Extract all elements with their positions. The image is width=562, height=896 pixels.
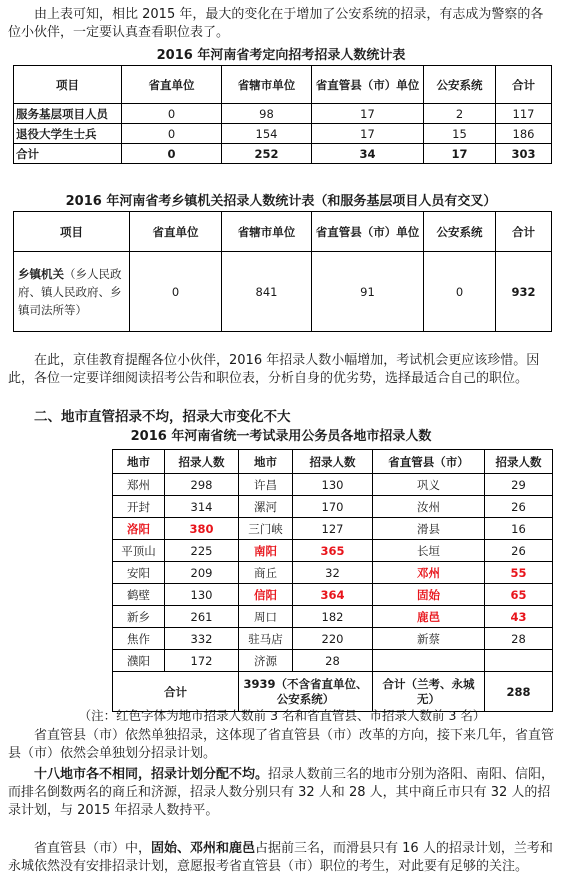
advice-paragraph: 在此，京佳教育提醒各位小伙伴，2016 年招录人数小幅增加，考试机会更应该珍惜。因此，各位一定要详细阅读招考公告和职位表，分析自身的优劣势，选择最适合自己的职位。	[8, 353, 540, 386]
table-note: （注：红色字体为地市招录人数前 3 名和省直管县、市招录人数前 3 名）	[78, 708, 486, 723]
para5-b: 占据前三名，而滑县只有 16 人的招录计划，兰考和永城依然没有安排招录计划，意愿报考省直管县（市）职位的考生，对此要有足够的关注。	[8, 841, 553, 874]
table-row	[113, 562, 553, 584]
table-cell: 130	[165, 584, 239, 606]
table-cell: 平顶山	[113, 540, 165, 562]
table1	[13, 65, 552, 164]
table-row	[14, 124, 552, 144]
paragraph-direct-county-ranking	[8, 840, 556, 876]
table-cell: 漯河	[239, 496, 293, 518]
table-row	[113, 496, 553, 518]
table-cell: 退役大学生士兵	[14, 124, 122, 144]
total-label: 合计	[113, 672, 239, 712]
table-cell: 汝州	[373, 496, 485, 518]
table-row	[113, 474, 553, 496]
table-cell: 261	[165, 606, 239, 628]
total-value-2: 288	[485, 672, 553, 712]
table-cell: 周口	[239, 606, 293, 628]
table-cell: 新蔡	[373, 628, 485, 650]
table3-header: 招录人数	[293, 450, 373, 474]
table-cell: 0	[424, 252, 496, 332]
table2-header: 合计	[496, 212, 552, 252]
table-cell: 380	[165, 518, 239, 540]
table-row	[113, 584, 553, 606]
table-cell: 滑县	[373, 518, 485, 540]
table-cell: 225	[165, 540, 239, 562]
table-cell: 焦作	[113, 628, 165, 650]
table3-header: 地市	[239, 450, 293, 474]
table-row	[113, 540, 553, 562]
table-cell: 303	[496, 144, 552, 164]
table-cell: 65	[485, 584, 553, 606]
table1-header: 省直管县（市）单位	[312, 66, 424, 104]
table-cell: 252	[222, 144, 312, 164]
table3-header: 招录人数	[485, 450, 553, 474]
table1-header-row	[14, 66, 552, 104]
table2-title: 2016 年河南省考乡镇机关招录人数统计表（和服务基层项目人员有交叉）	[65, 194, 497, 209]
table3-header: 招录人数	[165, 450, 239, 474]
table-cell: 55	[485, 562, 553, 584]
para5-bold: 固始、邓州和鹿邑	[151, 841, 256, 856]
table-row	[14, 104, 552, 124]
table-cell: 170	[293, 496, 373, 518]
table-cell: 186	[496, 124, 552, 144]
table1-header: 合计	[496, 66, 552, 104]
table-cell: 34	[312, 144, 424, 164]
table-cell: 17	[312, 124, 424, 144]
table-cell: 91	[312, 252, 424, 332]
table1-header: 省辖市单位	[222, 66, 312, 104]
table-cell: 巩义	[373, 474, 485, 496]
table3-header: 省直管县（市）	[373, 450, 485, 474]
para4-rest: 招录人数前三名的地市分别为洛阳、南阳、信阳，而排名倒数两名的商丘和济源，招录人数分别只有 32 人和 28 人，其中商丘市只有 32 人的招录计划，与 2015 年招录人数持平。	[8, 767, 555, 818]
table1-title: 2016 年河南省考定向招考招录人数统计表	[156, 48, 406, 63]
table1-header: 省直单位	[122, 66, 222, 104]
total-value: 3939（不含省直单位、公安系统）	[239, 672, 373, 712]
table-cell: 合计	[14, 144, 122, 164]
table-cell: 29	[485, 474, 553, 496]
table-cell: 洛阳	[113, 518, 165, 540]
table-cell: 鹿邑	[373, 606, 485, 628]
paragraph-eighteen-cities	[8, 766, 556, 820]
table-cell: 商丘	[239, 562, 293, 584]
table-cell: 新乡	[113, 606, 165, 628]
table-row	[14, 252, 552, 332]
table-total-row	[14, 144, 552, 164]
table-cell: 43	[485, 606, 553, 628]
table2-header: 省直管县（市）单位	[312, 212, 424, 252]
table2-header: 省辖市单位	[222, 212, 312, 252]
table-row	[113, 518, 553, 540]
total-label-2: 合计（兰考、永城无）	[373, 672, 485, 712]
table3-header-row	[113, 450, 553, 474]
table-cell: 郑州	[113, 474, 165, 496]
table-cell: 信阳	[239, 584, 293, 606]
table-row	[113, 628, 553, 650]
table-cell: 26	[485, 540, 553, 562]
table-cell: 16	[485, 518, 553, 540]
table3-title: 2016 年河南省统一考试录用公务员各地市招录人数	[130, 429, 432, 444]
table3-body	[113, 474, 553, 672]
table-row	[113, 650, 553, 672]
row-label-main: 乡镇机关	[18, 266, 64, 281]
table-cell: 长垣	[373, 540, 485, 562]
table-cell: 开封	[113, 496, 165, 518]
table-cell: 鹤壁	[113, 584, 165, 606]
table2-header: 省直单位	[130, 212, 222, 252]
table-cell: 17	[312, 104, 424, 124]
row-label-sub: （乡人民政府、镇人民政府、乡镇司法所等）	[18, 266, 122, 317]
table-cell: 邓州	[373, 562, 485, 584]
intro-paragraph: 由上表可知，相比 2015 年，最大的变化在于增加了公安系统的招录，有志成为警察的各位小伙伴，一定要认真查看职位表了。	[8, 7, 544, 40]
table1-header: 公安系统	[424, 66, 496, 104]
table3-header: 地市	[113, 450, 165, 474]
table-cell: 15	[424, 124, 496, 144]
table-cell: 117	[496, 104, 552, 124]
table-cell: 365	[293, 540, 373, 562]
table-cell: 364	[293, 584, 373, 606]
table-cell	[485, 650, 553, 672]
table-cell: 130	[293, 474, 373, 496]
paragraph-direct-county: 省直管县（市）依然单独招录，这体现了省直管县（市）改革的方向，接下来几年，省直管县（市）依然会单独划分招录计划。	[8, 728, 555, 761]
table-cell: 298	[165, 474, 239, 496]
para5-a: 省直管县（市）中，	[34, 841, 152, 856]
table-cell: 安阳	[113, 562, 165, 584]
table-cell: 0	[122, 104, 222, 124]
table-cell	[14, 252, 130, 332]
table-cell: 28	[293, 650, 373, 672]
table2-header: 公安系统	[424, 212, 496, 252]
table-cell: 209	[165, 562, 239, 584]
table2-header-row	[14, 212, 552, 252]
table2-header: 项目	[14, 212, 130, 252]
table-cell: 驻马店	[239, 628, 293, 650]
table1-header: 项目	[14, 66, 122, 104]
table-cell: 220	[293, 628, 373, 650]
table-cell: 127	[293, 518, 373, 540]
table-cell: 98	[222, 104, 312, 124]
table-row	[113, 606, 553, 628]
table-cell: 许昌	[239, 474, 293, 496]
table-cell: 841	[222, 252, 312, 332]
table-cell: 0	[130, 252, 222, 332]
table-cell: 济源	[239, 650, 293, 672]
table-cell: 南阳	[239, 540, 293, 562]
table-cell: 172	[165, 650, 239, 672]
table-cell: 濮阳	[113, 650, 165, 672]
table-cell: 314	[165, 496, 239, 518]
table-cell: 2	[424, 104, 496, 124]
table-cell: 三门峡	[239, 518, 293, 540]
section-heading: 二、地市直管招录不均，招录大市变化不大	[34, 409, 291, 425]
para4-bold: 十八地市各不相同，招录计划分配不均。	[34, 767, 269, 782]
table3	[112, 449, 553, 712]
table-cell: 154	[222, 124, 312, 144]
table-cell: 932	[496, 252, 552, 332]
table-cell: 服务基层项目人员	[14, 104, 122, 124]
table-cell: 0	[122, 144, 222, 164]
table-cell: 26	[485, 496, 553, 518]
table-cell: 固始	[373, 584, 485, 606]
table-cell: 182	[293, 606, 373, 628]
table-cell: 32	[293, 562, 373, 584]
table-cell: 332	[165, 628, 239, 650]
table-cell: 28	[485, 628, 553, 650]
table2	[13, 211, 552, 332]
table-cell: 17	[424, 144, 496, 164]
table-total-row	[113, 672, 553, 712]
table-cell	[373, 650, 485, 672]
table-cell: 0	[122, 124, 222, 144]
